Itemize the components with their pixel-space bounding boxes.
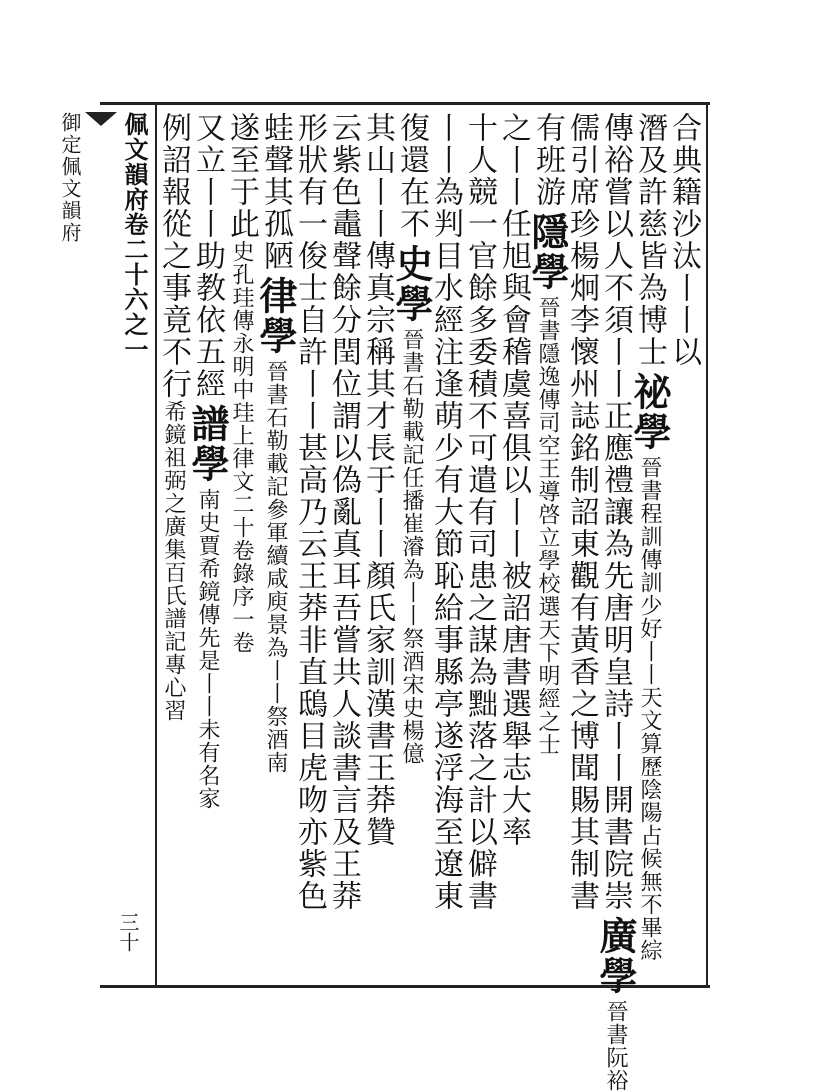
text-column: 潛及許慈皆為博士祕學晉書程訓傳訓少好丨丨天文算歷陰陽占候無不畢綜 xyxy=(627,112,672,962)
entry-note: 晉書石勒載記任播崔濬為丨丨祭酒宋史楊億 xyxy=(399,328,424,765)
text-column: 又立丨丨助教依五經譜學南史賈希鏡傳先是丨丨未有名家 xyxy=(185,112,230,810)
running-title: 佩文韻府卷二十六之一 xyxy=(120,112,149,362)
entry-heading: 祕學 xyxy=(627,372,672,452)
entry-note: 晉書石勒載記參軍續咸庾景為丨丨祭酒南 xyxy=(263,360,288,774)
text-column: 十人競一官餘多委積不可遣有司患之謀為黜落之計以僻書 xyxy=(462,112,497,912)
top-border xyxy=(100,102,710,105)
text-column: 蛙聲其孤陋律學晉書石勒載記參軍續咸庾景為丨丨祭酒南 xyxy=(253,112,298,774)
text-column: 例詔報從之事竟不行希鏡祖弼之廣集百氏譜記專心習 xyxy=(156,112,191,722)
text-column: 有班游隱學晉書隱逸傳司空王導啓立學校選天下明經之士 xyxy=(525,112,570,756)
text-column: 傳裕嘗以人不須丨丨正應禮讓為先唐明皇詩丨丨開書院崇廣學晉書阮裕 xyxy=(593,112,638,1092)
entry-note: 晉書程訓傳訓少好丨丨天文算歷陰陽占候無不畢綜 xyxy=(637,456,662,962)
text-column: 其山丨丨傳真宗稱其才長于丨丨顏氏家訓漢書王莽贊 xyxy=(360,112,395,848)
text-column: 丨丨為判目水經注逢萌少有大節恥給事縣亭遂浮海至遼東 xyxy=(428,112,463,912)
entry-note: 晉書阮裕 xyxy=(603,1000,628,1092)
right-border xyxy=(706,103,708,985)
fish-tail-mark xyxy=(85,112,117,126)
entry-note: 希鏡祖弼之廣集百氏譜記專心習 xyxy=(161,400,186,722)
text-column: 遂至于此史孔珪傳永明中珪上律文二十卷錄序一卷 xyxy=(224,112,259,654)
entry-note: 晉書隱逸傳司空王導啓立學校選天下明經之士 xyxy=(535,296,560,756)
entry-heading: 律學 xyxy=(253,276,298,356)
entry-note: 史孔珪傳永明中珪上律文二十卷錄序一卷 xyxy=(229,240,254,654)
book-title: 御定佩文韻府 xyxy=(58,112,82,244)
entry-heading: 譜學 xyxy=(185,404,230,484)
entry-heading: 史學 xyxy=(389,244,434,324)
text-column: 形狀有一俊士自許丨丨甚高乃云王莽非直鴟目虎吻亦紫色 xyxy=(292,112,327,912)
page-number: 三十 xyxy=(116,912,140,952)
text-column: 復還在不史學晉書石勒載記任播崔濬為丨丨祭酒宋史楊億 xyxy=(389,112,434,765)
page-margin xyxy=(58,112,152,972)
text-column: 合典籍沙汰丨丨以 xyxy=(666,112,701,368)
entry-heading: 廣學 xyxy=(593,916,638,996)
text-column: 云紫色鼃聲餘分閏位謂以偽亂真耳吾嘗共人談書言及王莽 xyxy=(326,112,361,912)
entry-note: 南史賈希鏡傳先是丨丨未有名家 xyxy=(195,488,220,810)
entry-heading: 隱學 xyxy=(525,212,570,292)
text-body xyxy=(156,112,701,1092)
text-column: 之丨丨任旭與會稽虞喜俱以丨丨被詔唐書選舉志大率 xyxy=(496,112,531,848)
text-column: 儒引席珍楊炯李懷州誌銘制詔東觀有黃香之博聞賜其制書 xyxy=(564,112,599,912)
